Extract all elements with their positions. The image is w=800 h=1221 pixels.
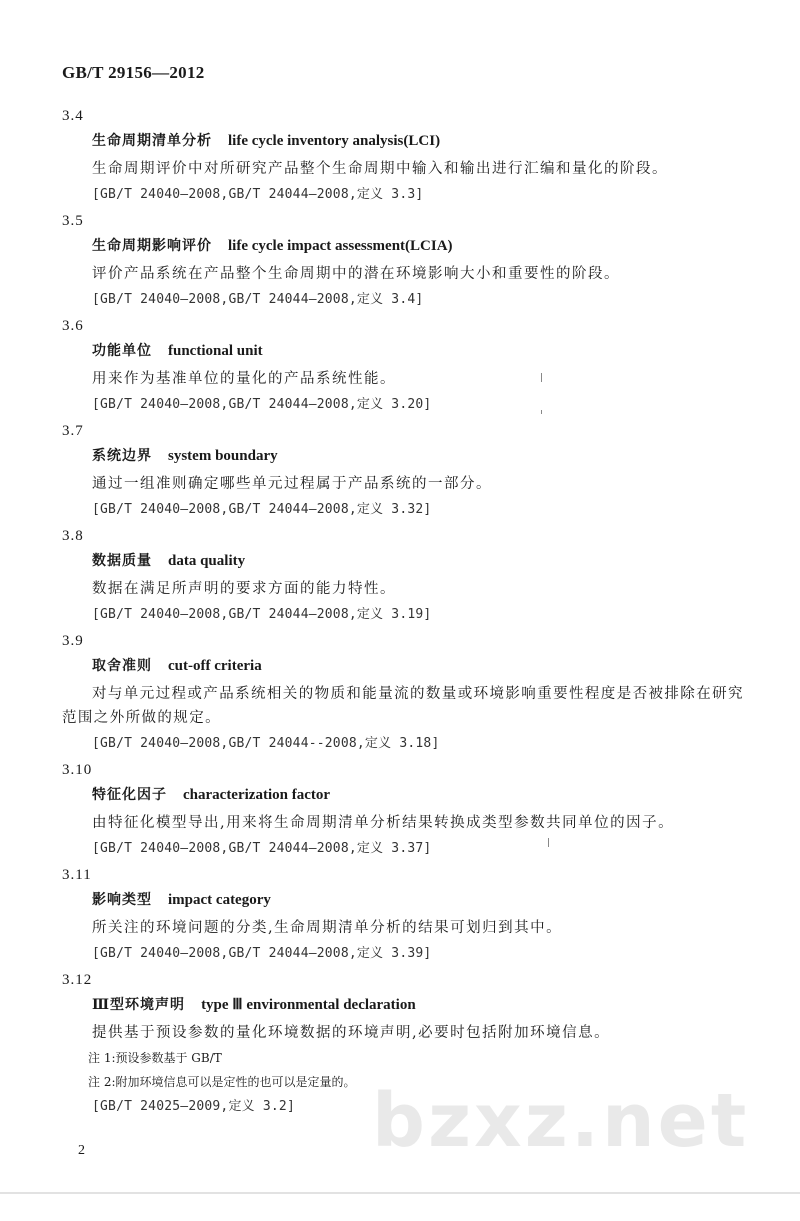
term-english: characterization factor xyxy=(183,787,331,803)
term-note: 注 2:附加环境信息可以是定性的也可以是定量的。 xyxy=(88,1075,356,1089)
term-reference: [GB/T 24040—2008,GB/T 24044—2008,定义 3.19] xyxy=(92,607,432,622)
term-definition: 对与单元过程或产品系统相关的物质和能量流的数量或环境影响重要性程度是否被排除在研究范围之外所做的规定。 xyxy=(62,686,744,726)
term-reference: [GB/T 24040—2008,GB/T 24044—2008,定义 3.20] xyxy=(92,397,432,412)
term-heading xyxy=(62,994,752,1017)
term-english: life cycle inventory analysis(LCI) xyxy=(228,133,441,149)
term-entry-3-7 xyxy=(62,420,752,521)
term-english: functional unit xyxy=(168,343,263,359)
term-entry-3-11 xyxy=(62,864,752,965)
term-entry-3-4 xyxy=(62,105,752,206)
term-english: life cycle impact assessment(LCIA) xyxy=(228,238,453,254)
term-reference: [GB/T 24040—2008,GB/T 24044—2008,定义 3.32] xyxy=(92,502,432,517)
term-entry-3-10 xyxy=(62,759,752,860)
term-english: cut-off criteria xyxy=(168,658,262,674)
scan-speck xyxy=(541,373,542,382)
term-definition: 数据在满足所声明的要求方面的能力特性。 xyxy=(92,581,396,597)
scan-speck xyxy=(548,838,549,847)
term-heading xyxy=(62,130,752,153)
term-note: 注 1:预设参数基于 GB/T xyxy=(88,1051,222,1065)
clause-number: 3.10 xyxy=(62,762,93,778)
term-definition: 提供基于预设参数的量化环境数据的环境声明,必要时包括附加环境信息。 xyxy=(92,1025,611,1041)
term-entry-3-8 xyxy=(62,525,752,626)
page-number: 2 xyxy=(78,1143,85,1158)
term-chinese: Ⅲ型环境声明 xyxy=(92,997,186,1013)
watermark: bzxz.net xyxy=(372,1078,750,1164)
term-heading xyxy=(62,340,752,363)
scan-speck xyxy=(541,410,542,414)
term-english: system boundary xyxy=(168,448,278,464)
term-heading xyxy=(62,445,752,468)
term-entry-3-6 xyxy=(62,315,752,416)
term-heading xyxy=(62,655,752,678)
term-definition: 生命周期评价中对所研究产品整个生命周期中输入和输出进行汇编和量化的阶段。 xyxy=(92,161,668,177)
clause-number: 3.12 xyxy=(62,972,93,988)
term-chinese: 生命周期清单分析 xyxy=(92,133,212,149)
standard-code-header: GB/T 29156—2012 xyxy=(62,63,205,82)
term-definition: 评价产品系统在产品整个生命周期中的潜在环境影响大小和重要性的阶段。 xyxy=(92,266,620,282)
term-heading xyxy=(62,550,752,573)
clause-number: 3.5 xyxy=(62,213,84,229)
term-chinese: 取舍准则 xyxy=(92,658,152,674)
page-bottom-border xyxy=(0,1192,800,1194)
clause-number: 3.9 xyxy=(62,633,84,649)
term-heading xyxy=(62,235,752,258)
term-reference: [GB/T 24040—2008,GB/T 24044—2008,定义 3.4] xyxy=(92,292,424,307)
term-definition: 通过一组准则确定哪些单元过程属于产品系统的一部分。 xyxy=(92,476,492,492)
term-definition: 所关注的环境问题的分类,生命周期清单分析的结果可划归到其中。 xyxy=(92,920,563,936)
term-chinese: 特征化因子 xyxy=(92,787,167,803)
term-reference: [GB/T 24025—2009,定义 3.2] xyxy=(92,1099,295,1114)
clause-number: 3.6 xyxy=(62,318,84,334)
term-definition: 用来作为基准单位的量化的产品系统性能。 xyxy=(92,371,396,387)
clause-number: 3.7 xyxy=(62,423,84,439)
term-heading xyxy=(62,889,752,912)
clause-number: 3.8 xyxy=(62,528,84,544)
term-english: type Ⅲ environmental declaration xyxy=(201,997,416,1013)
term-reference: [GB/T 24040—2008,GB/T 24044—2008,定义 3.3] xyxy=(92,187,424,202)
term-english: data quality xyxy=(168,553,246,569)
term-reference: [GB/T 24040—2008,GB/T 24044--2008,定义 3.18] xyxy=(92,736,440,751)
clause-number: 3.4 xyxy=(62,108,84,124)
term-chinese: 影响类型 xyxy=(92,892,152,908)
term-chinese: 生命周期影响评价 xyxy=(92,238,212,254)
term-heading xyxy=(62,784,752,807)
term-chinese: 系统边界 xyxy=(92,448,152,464)
term-chinese: 功能单位 xyxy=(92,343,152,359)
terms-definitions-body xyxy=(62,105,752,1122)
term-entry-3-9 xyxy=(62,630,752,755)
term-english: impact category xyxy=(168,892,271,908)
clause-number: 3.11 xyxy=(62,867,92,883)
term-reference: [GB/T 24040—2008,GB/T 24044—2008,定义 3.39] xyxy=(92,946,432,961)
term-entry-3-5 xyxy=(62,210,752,311)
term-definition: 由特征化模型导出,用来将生命周期清单分析结果转换成类型参数共同单位的因子。 xyxy=(92,815,675,831)
term-chinese: 数据质量 xyxy=(92,553,152,569)
term-reference: [GB/T 24040—2008,GB/T 24044—2008,定义 3.37] xyxy=(92,841,432,856)
